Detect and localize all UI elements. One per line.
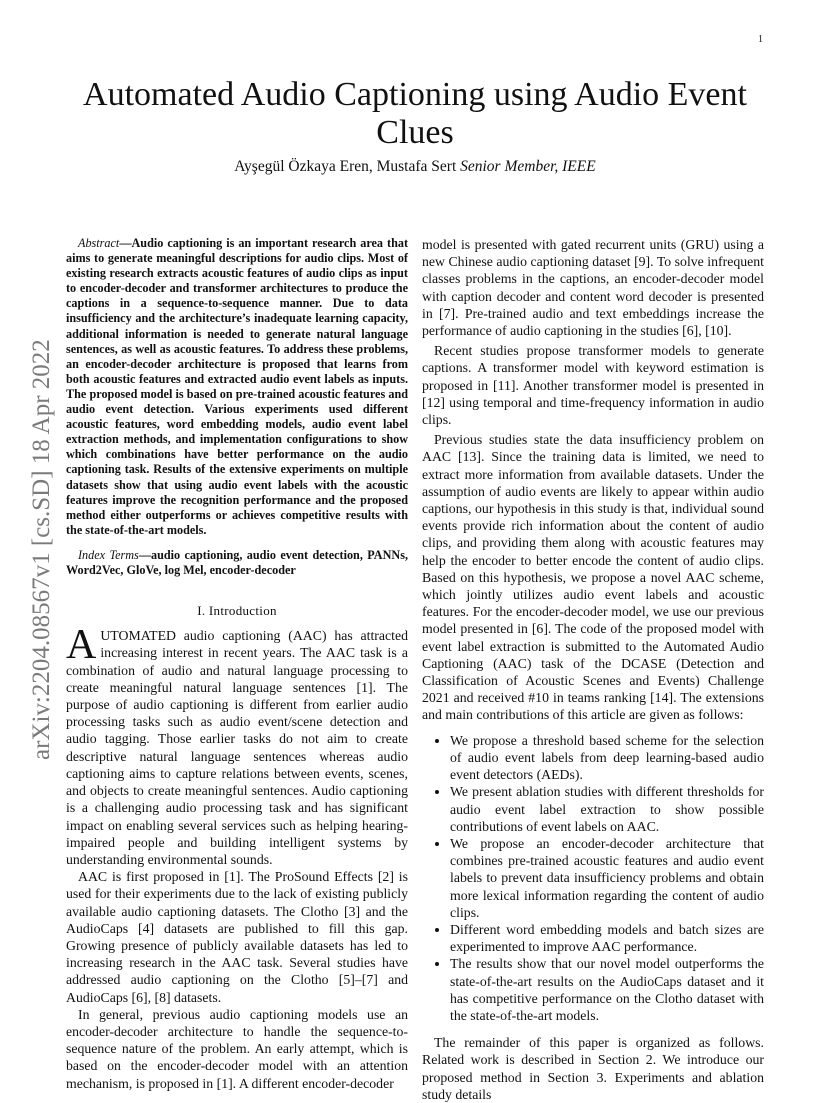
index-terms-text: —audio captioning, audio event detection, PANNs, Word2Vec, GloVe, log Mel, encoder-decoder xyxy=(66,547,408,577)
left-column xyxy=(66,236,408,1092)
right-paragraph-3: Previous studies state the data insufficiency problem on AAC [13]. Since the training data is limited, we need to extract more information from available datasets. Under the assumption of audio events are likely to appear within audio captions, our hypothesis in this study is that, individual sound events provide rich information about the content of audio clips, and providing them along with acoustic features may help the encoder to better encode the content of audio clips. Based on this hypothesis, we propose a novel AAC scheme, which jointly utilizes audio event labels and acoustic features. For the encoder-decoder model, we use our previous model presented in [6]. The code of the proposed model with event label extraction is submitted to the Automated Audio Captioning (AAC) task of the DCASE (Detection and Classification of Acoustic Scenes and Events) Challenge 2021 and received #10 in teams ranking [14]. The extensions and main contributions of this article are given as follows: xyxy=(422,432,764,723)
contribution-item: • We present ablation studies with different thresholds for audio event label extraction to show possible contributions of event labels on AAC. xyxy=(450,783,764,835)
intro-paragraph-3: In general, previous audio captioning models use an encoder-decoder architecture to handle the sequence-to-sequence nature of the problem. An early attempt, which is based on the encoder-decoder model with an attention mechanism, is proposed in [1]. A different encoder-decoder xyxy=(66,1006,408,1091)
index-terms xyxy=(66,548,408,578)
arxiv-stamp: arXiv:2204.08567v1 [cs.SD] 18 Apr 2022 xyxy=(28,339,55,760)
right-column xyxy=(422,236,764,1103)
page-number: 1 xyxy=(758,34,763,45)
intro-paragraph-1-text: UTOMATED audio captioning (AAC) has attracted increasing interest in recent years. The AAC task is a combination of audio and natural language processing to create meaningful natural language sentences [1]. The purpose of audio captioning is different from earlier audio processing tasks such as audio event/scene detection and audio tagging. Those earlier tasks do not aim to create descriptive natural language sentences whereas audio captioning aims to capture relations between events, scenes, and objects to create meaningful sentences. Audio captioning is a challenging audio processing task and has significant impact on enabling several services such as helping hearing-impaired people and building intelligent systems by understanding environmental sounds. xyxy=(66,628,408,867)
contribution-list xyxy=(422,732,764,1024)
right-paragraph-4: The remainder of this paper is organized as follows. Related work is described in Section 2. We introduce our proposed method in Section 3. Experiments and ablation study details xyxy=(422,1035,764,1102)
abstract-text: —Audio captioning is an important research area that aims to generate meaningful descriptions for audio clips. Most of existing research extracts acoustic features of audio clips as input to encoder-decoder and transformer architectures to produce the captions in a sequence-to-sequence manner. Due to data insufficiency and the architecture’s inadequate learning capacity, additional information is needed to generate natural language sentences, as well as acoustic features. To address these problems, an encoder-decoder architecture is proposed that learns from both acoustic features and extracted audio event labels as inputs. The proposed model is based on pre-trained acoustic features and audio event detection. Various experiments used different acoustic features, word embedding models, audio event label extraction methods, and implementation configurations to show which combinations have better performance on the audio captioning task. Results of the extensive experiments on multiple datasets show that using audio event labels with the acoustic features improve the recognition performance and the proposed method either outperforms or achieves competitive results with the state-of-the-art models. xyxy=(66,236,408,537)
intro-paragraph-2: AAC is first proposed in [1]. The ProSound Effects [2] is used for their experiments due to the lack of existing publicly available audio captioning datasets. The Clotho [3] and the AudioCaps [4] datasets are published to fill this gap. Growing presence of publicly available datasets has led to increasing research in the AAC task. Several studies have addressed audio captioning on the Clotho [5]–[7] and AudioCaps [6], [8] datasets. xyxy=(66,869,408,1005)
author-line xyxy=(60,158,770,176)
section-heading-introduction: I. Introduction xyxy=(197,603,277,619)
abstract-label: Abstract xyxy=(78,236,120,250)
index-terms-label: Index Terms xyxy=(78,547,139,562)
intro-paragraph-1 xyxy=(66,622,408,868)
author-role: Senior Member, IEEE xyxy=(460,158,596,175)
contribution-item: • We propose a threshold based scheme for the selection of audio event labels from deep learning-based audio event detectors (AEDs). xyxy=(450,732,764,784)
drop-cap: A xyxy=(66,622,97,669)
right-paragraph-2: Recent studies propose transformer models to generate captions. A transformer model with keyword estimation is proposed in [11]. Another transformer model is presented in [12] using temporal and time-frequency information in audio clips. xyxy=(422,343,764,428)
contribution-item: • The results show that our novel model outperforms the state-of-the-art results on the AudioCaps dataset and it has competitive performance on the Clotho dataset with the state-of-the-art models. xyxy=(450,955,764,1024)
contribution-item: • Different word embedding models and batch sizes are experimented to improve AAC performance. xyxy=(450,921,764,955)
paper-title: Automated Audio Captioning using Audio Event Clues xyxy=(83,76,747,151)
right-paragraph-1: model is presented with gated recurrent units (GRU) using a new Chinese audio captioning dataset [9]. To solve infrequent classes problems in the captions, an encoder-decoder model with caption decoder and content word decoder is presented in [7]. Pre-trained audio and text embeddings increase the performance of audio captioning in the studies [6], [10]. xyxy=(422,237,764,339)
contribution-item: • We propose an encoder-decoder architecture that combines pre-trained acoustic features and audio event labels to prevent data insufficiency problems and obtain more lexical information regarding the content of audio clips. xyxy=(450,835,764,921)
abstract xyxy=(66,236,408,538)
author-names: Ayşegül Özkaya Eren, Mustafa Sert xyxy=(234,158,457,175)
